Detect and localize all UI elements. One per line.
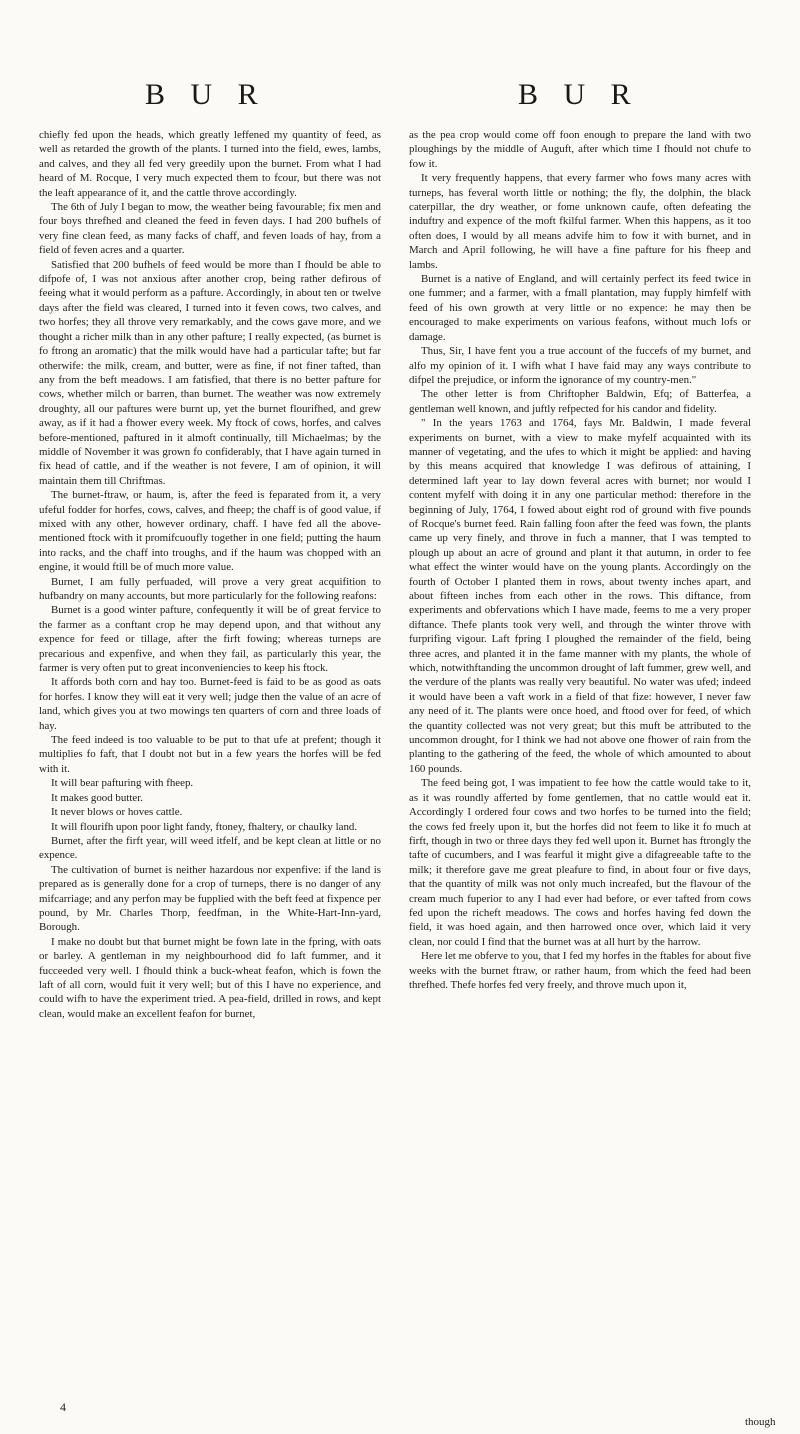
paragraph: It will bear pafturing with fheep. xyxy=(51,777,194,790)
paragraph: It will flourifh upon poor light fandy, ftoney, fhaltery, or chaulky land. xyxy=(51,820,358,833)
paragraph: It very frequently happens, that every farmer who fows many acres with turneps, has feveral worth little or nothing; the fly, the dolphin, the black caterpillar, the dry weather, or fome unknown caufe, often defeating the induftry and expence of the moft fkilful farmer. When this happens, as it too often does, I would by all means advife him to fow it with burnet, and in March and April following, he will have a fine pafture for his fheep and lambs. xyxy=(409,172,751,271)
paragraph: It makes good butter. xyxy=(51,791,143,804)
left-column xyxy=(39,128,381,1021)
paragraph: Burnet, after the firft year, will weed itfelf, and be kept clean at little or no expence. xyxy=(39,834,381,862)
paragraph: Satisfied that 200 bufhels of feed would be more than I fhould be able to difpofe of, I was not anxious after another crop, being rather defirous of feeing what it would perform as a pafture. Accordingly, in about ten or twelve days after the field was cleared, I turned into it feven cows, two calves, and two horfes; they all throve very remarkably, and the cows gave more, and we thought a richer milk than in any other pafture; I really expected, (as burnet is fo ftrong an aromatic) that the milk would have had a particular tafte; but far otherwife: the milk, cream, and butter, were as fine, if not finer tafted, than any from the beft meadows. I am fatisfied, that there is no better pafture for cows, whether milch or barren, than burnet. The weather was now extremely droughty, all our paftures were burnt up, yet the burnet flourifhed, and grew away, as if it had a fhower every week. My ftock of cows, horfes, and calves before-mentioned, paftured in it almoft continually, till Michaelmas; by the middle of November it was grown fo confiderably, that I have again turned in fix head of cattle, and if the weather is not fevere, I am of opinion, it will maintain them till Chriftmas. xyxy=(39,258,381,487)
right-column xyxy=(409,128,751,992)
paragraph: as the pea crop would come off foon enough to prepare the land with two ploughings by the middle of Auguft, after which time I fhould not chufe to fow it. xyxy=(409,129,751,170)
paragraph: Thus, Sir, I have fent you a true account of the fuccefs of my burnet, and alfo my opinion of it. I wifh what I have faid may any ways contribute to difpel the prejudice, or inform the ignorance of my country-men." xyxy=(409,345,751,386)
paragraph: The feed being got, I was impatient to fee how the cattle would take to it, as it was roundly afferted by fome gentlemen, that no cattle would eat it. Accordingly I ordered four cows and two horfes to be turned into the field; the cows fed freely upon it, but the horfes did not feem to like it fo much at firft, though in two or three days they fed well upon it. Burnet has ftrongly the tafte of cucumbers, and I was fearful it might give a difagreeable tafte to the milk; it therefore gave me great pleafure to find, in about four or five days, that the quantity of milk was not only much increafed, but the flavour of the cream much fuperior to any I had ever had before, or ever tafted from cows fed upon the richeft meadows. The cows and horfes having fed down the field, it was hoed again, and then harrowed once over, which laid it very clean, nor could I find that the burnet was at all hurt by the harrow. xyxy=(409,777,751,948)
paragraph: It never blows or hoves cattle. xyxy=(51,806,183,819)
running-header xyxy=(0,78,800,118)
paragraph: The 6th of July I began to mow, the weather being favourable; fix men and four boys threfhed and cleaned the feed in feven days. I had 200 bufhels of very fine clean feed, as many facks of chaff, and feven loads of hay, from a field of feven acres and a quarter. xyxy=(39,201,381,257)
catchword: though xyxy=(745,1416,776,1428)
running-head-right: B U R xyxy=(518,78,640,111)
paragraph: Burnet is a native of England, and will certainly perfect its feed twice in one fummer; and a farmer, with a fmall plantation, may fupply himfelf with feed of his own growth at very little or no expence: he may then be encouraged to make experiments on various feafons, without much lofs or damage. xyxy=(409,273,751,343)
paragraph: " In the years 1763 and 1764, fays Mr. Baldwin, I made feveral experiments on burnet, with a view to make myfelf acquainted with its manner of vegetating, and the ufes to which it might be applied: and having by this means acquired that knowledge I was defirous of attaining, I determined laft year to lay down feveral acres with burnet; nor would I content myfelf with doing it in any one particular method: therefore in the beginning of July, 1764, I fowed about eight rod of ground with five pounds of Rocque's burnet feed. Rain falling foon after the feed was fown, the plants came up very finely, and throve in fuch a manner, that I was tempted to plough up about an acre of ground and plant it that autumn, in order to fee what effect the winter would have on the young plants. Accordingly on the fourth of October I planted them in rows, about twenty inches apart, and about fifteen inches from each other in the rows. This diftance, from experiments and obfervations which I have made, feems to me a very proper diftance. Thefe plants took very well, and through the winter throve with furprifing vigour. Laft fpring I ploughed the remainder of the field, being three acres, and planted it in the fame manner with my plants, the whole of which, notwithftanding the uncommon drought of laft fummer, grew well, and the verdure of the plants was really very beautiful. No water was ufed; indeed it would have been a vaft work in a field of that fize: however, I never faw any need of it. The plants were once hoed, and ftood over for feed, of which the quantity collected was not very great; but this muft be attributed to the uncommon drought, for I think we had not above one fhower of rain from the planting to the gathering of the feed, the whole of which amounted to about 160 pounds. xyxy=(409,417,751,775)
paragraph: Burnet is a good winter pafture, confequently it will be of great fervice to the farmer as a conftant crop he may depend upon, and that without any expence for feed or tillage, after the firft fowing; whereas turneps are precarious and expenfive, and when they fail, as particularly this year, the farmer is very often put to great inconveniencies to keep his ftock. xyxy=(39,604,381,675)
paragraph: The burnet-ftraw, or haum, is, after the feed is feparated from it, a very ufeful fodder for horfes, cows, calves, and fheep; the chaff is of good value, if mixed with any other, however ordinary, chaff. I have fed all the above-mentioned ftock with it promifcuoufly together in one field; putting the haum into racks, and the chaff into troughs, and if the haum was chopped with an engine, it would ftill be of much more value. xyxy=(39,489,381,574)
paragraph: chiefly fed upon the heads, which greatly leffened my quantity of feed, as well as retarded the growth of the plants. I turned into the field, ewes, lambs, and calves, and they all fed very greedily upon the burnet. From what I had heard of M. Rocque, I very much expected them to fcour, but there was not the leaft appearance of it, and the cattle throve accordingly. xyxy=(39,129,381,199)
paragraph: The other letter is from Chriftopher Baldwin, Efq; of Batterfea, a gentleman well known, and juftly refpected for his candor and fidelity. xyxy=(409,388,751,415)
running-head-left: B U R xyxy=(145,78,267,111)
paragraph: I make no doubt but that burnet might be fown late in the fpring, with oats or barley. A gentleman in my neighbourhood did fo laft fummer, and it fucceeded very well. I fhould think a buck-wheat feafon, which is fown the laft of all corn, would fuit it very well; but of this I have no experience, and could wifh to have the experiment tried. A pea-field, drilled in rows, and kept clean, would make an excellent feafon for burnet, xyxy=(39,935,381,1020)
paragraph: The cultivation of burnet is neither hazardous nor expenfive: if the land is prepared as is generally done for a crop of turneps, there is no danger of any mifcarriage; and any perfon may be fupplied with the beft feed at fixpence per pound, by Mr. Charles Thorp, feedfman, in the White-Hart-Inn-yard, Borough. xyxy=(39,863,381,934)
paragraph: Burnet, I am fully perfuaded, will prove a very great acquifition to hufbandry on many accounts, but more particularly for the following reafons: xyxy=(39,575,381,602)
paragraph: Here let me obferve to you, that I fed my horfes in the ftables for about five weeks with the burnet ftraw, or rather haum, from which the feed had been threfhed. Thefe horfes fed very freely, and throve much upon it, xyxy=(409,950,751,991)
paragraph: It affords both corn and hay too. Burnet-feed is faid to be as good as oats for horfes. I know they will eat it very well; judge then the value of an acre of land, which gives you at two mowings ten quarters of corn and three loads of hay. xyxy=(39,676,381,732)
page-number: 4 xyxy=(60,1400,66,1414)
paragraph: The feed indeed is too valuable to be put to that ufe at prefent; though it multiplies fo faft, that I doubt not but in a few years the horfes will be fed with it. xyxy=(39,734,381,775)
